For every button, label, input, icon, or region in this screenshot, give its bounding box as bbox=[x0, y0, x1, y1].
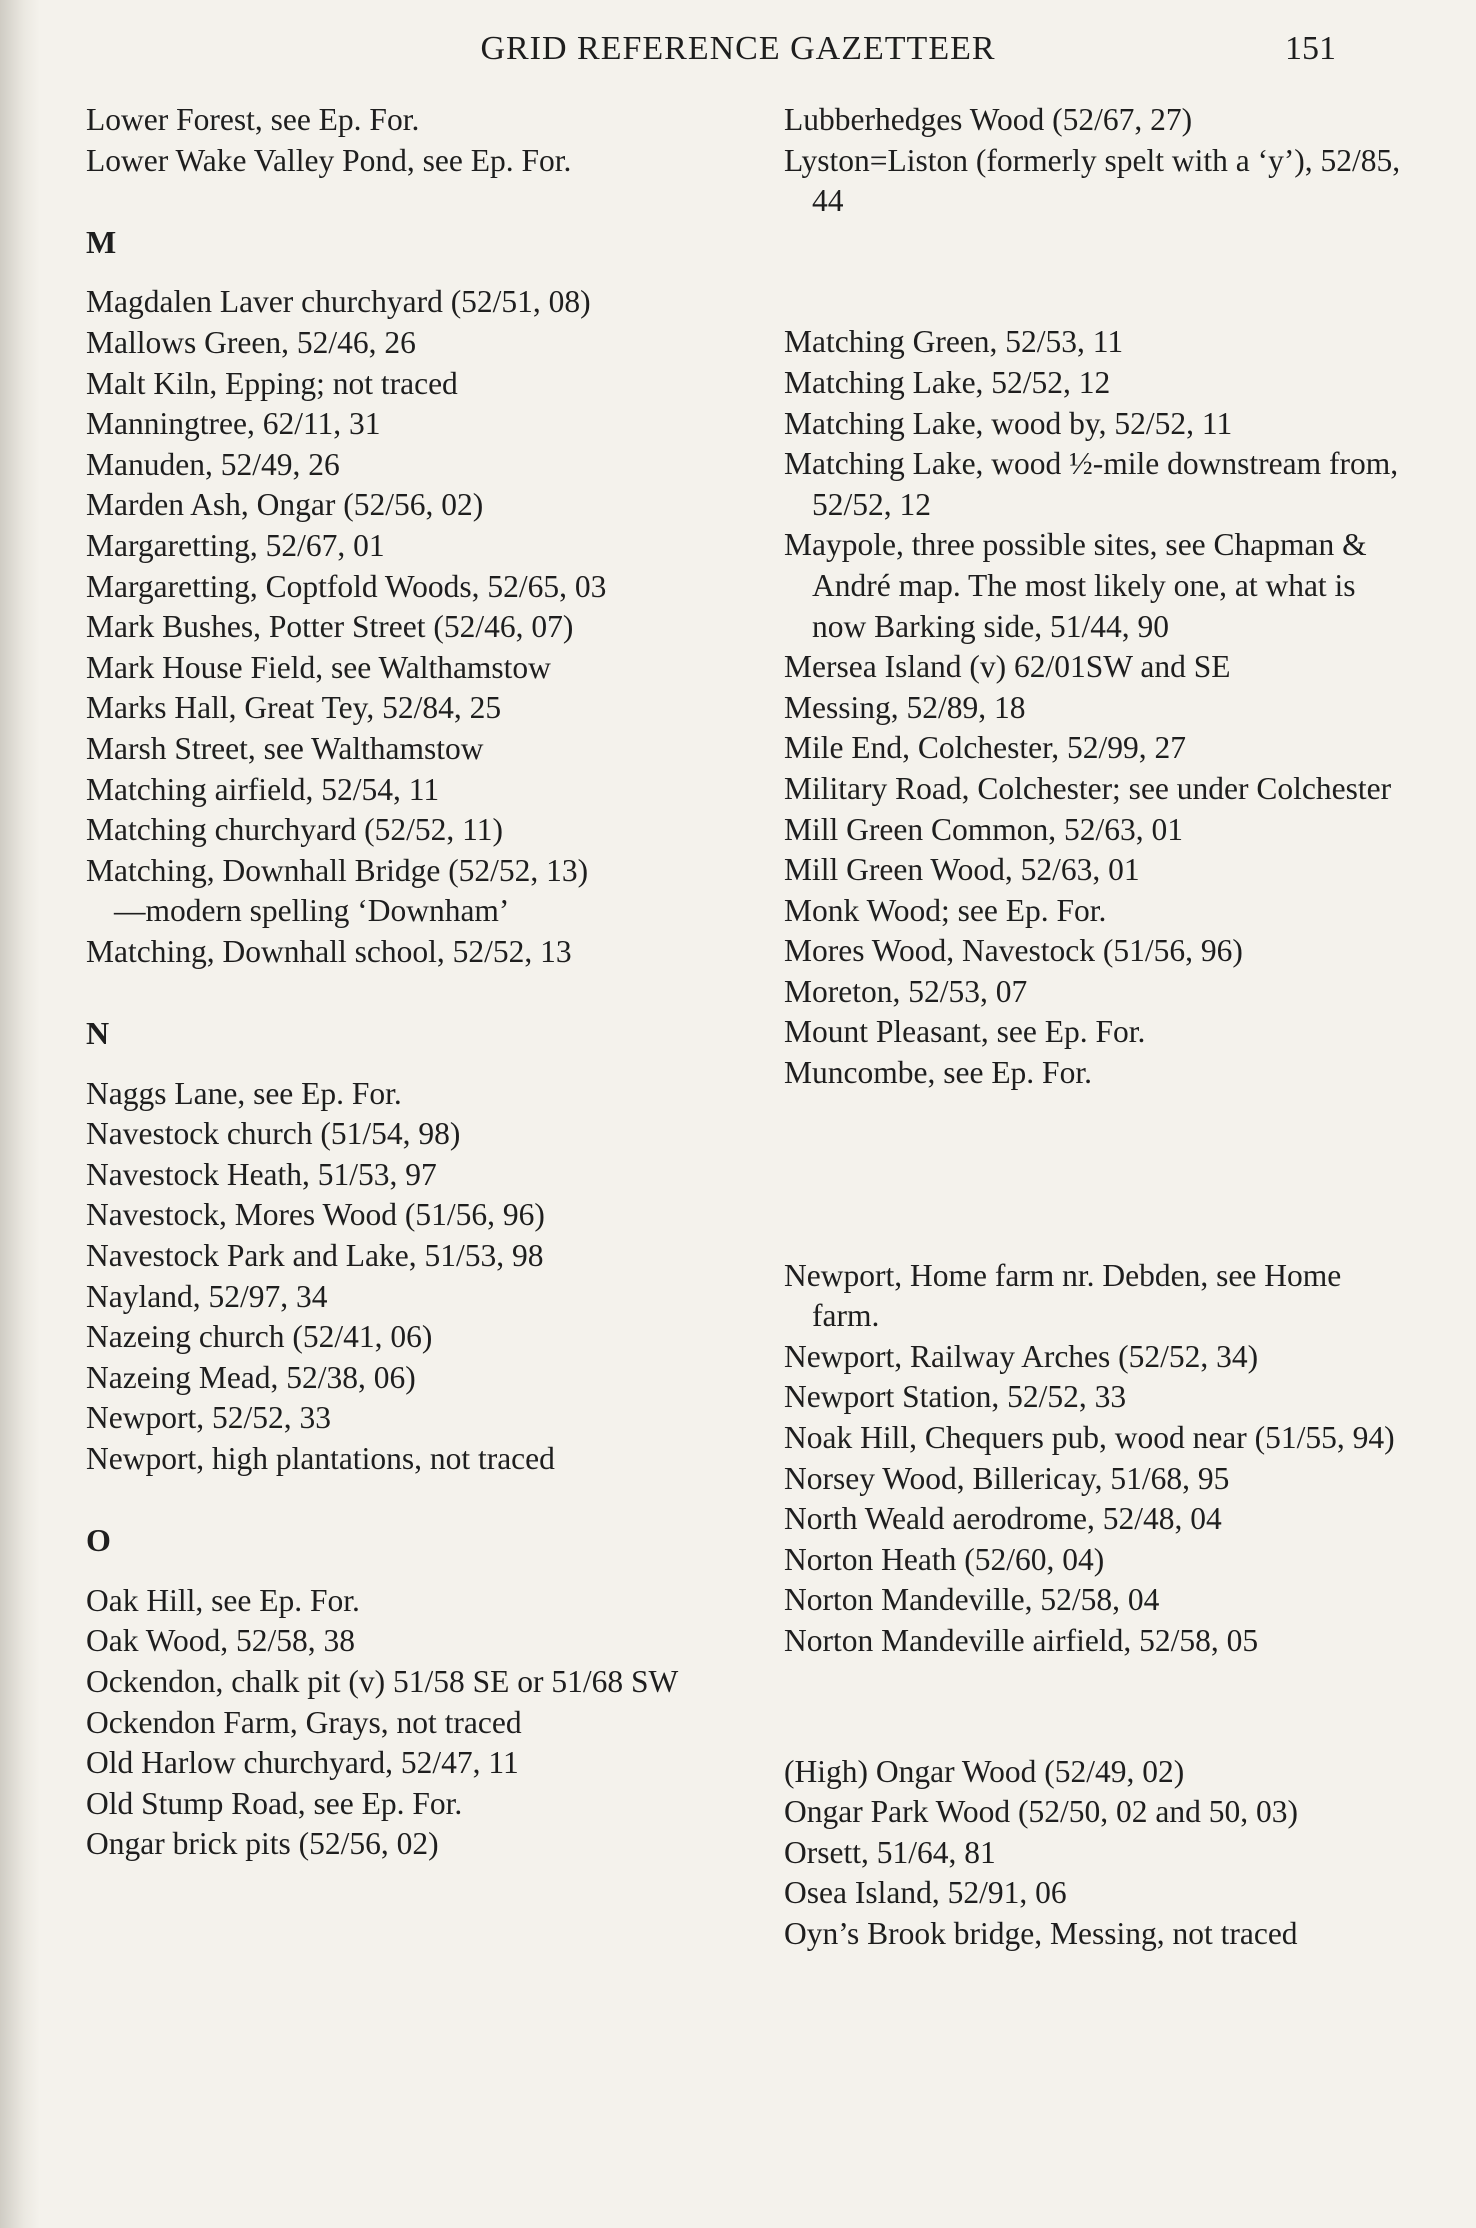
gazetteer-entry: Mallows Green, 52/46, 26 bbox=[86, 324, 416, 360]
gazetteer-entry: Military Road, Colchester; see under Colchester bbox=[784, 770, 1392, 806]
gazetteer-entry: Mores Wood, Navestock (51/56, 96) bbox=[784, 933, 1243, 969]
gazetteer-entry: Old Harlow churchyard, 52/47, 11 bbox=[86, 1745, 519, 1781]
gazetteer-entry: Magdalen Laver churchyard (52/51, 08) bbox=[86, 284, 591, 320]
gazetteer-entry: Old Stump Road, see Ep. For. bbox=[86, 1785, 463, 1821]
gazetteer-entry: Newport, Railway Arches (52/52, 34) bbox=[784, 1338, 1259, 1374]
gazetteer-entry: Norton Mandeville, 52/58, 04 bbox=[784, 1582, 1160, 1618]
gazetteer-entry: Navestock, Mores Wood (51/56, 96) bbox=[86, 1197, 545, 1233]
gazetteer-entry: Marsh Street, see Walthamstow bbox=[86, 730, 484, 766]
gazetteer-entry: Lower Wake Valley Pond, see Ep. For. bbox=[86, 142, 572, 178]
left-column bbox=[86, 100, 686, 1865]
gazetteer-entry: Marden Ash, Ongar (52/56, 02) bbox=[86, 487, 484, 523]
gazetteer-entry: Margaretting, 52/67, 01 bbox=[86, 527, 385, 563]
page-number: 151 bbox=[1285, 30, 1336, 67]
gazetteer-entry: Mark House Field, see Walthamstow bbox=[86, 649, 551, 685]
gazetteer-entry: Naggs Lane, see Ep. For. bbox=[86, 1075, 402, 1111]
gazetteer-entry: Mark Bushes, Potter Street (52/46, 07) bbox=[86, 609, 574, 645]
gazetteer-entry: Lubberhedges Wood (52/67, 27) bbox=[784, 102, 1193, 137]
gazetteer-entry: Messing, 52/89, 18 bbox=[784, 689, 1026, 725]
gazetteer-entry: Newport Station, 52/52, 33 bbox=[784, 1379, 1127, 1415]
gazetteer-entry: Matching Lake, wood ½-mile downstream from, 52/52, 12 bbox=[784, 446, 1399, 522]
gazetteer-entry: Manningtree, 62/11, 31 bbox=[86, 406, 381, 442]
gazetteer-entry: Matching airfield, 52/54, 11 bbox=[86, 771, 440, 807]
gazetteer-entry: Muncombe, see Ep. For. bbox=[784, 1055, 1092, 1091]
gazetteer-entry: Nazeing Mead, 52/38, 06) bbox=[86, 1359, 416, 1395]
gazetteer-entry: Matching, Downhall school, 52/52, 13 bbox=[86, 933, 572, 969]
book-spine-shadow bbox=[0, 0, 40, 2228]
gazetteer-entry: North Weald aerodrome, 52/48, 04 bbox=[784, 1501, 1222, 1537]
section-letter-o: O bbox=[86, 1522, 111, 1559]
gazetteer-entry: Malt Kiln, Epping; not traced bbox=[86, 365, 458, 401]
gazetteer-entry: Matching Lake, wood by, 52/52, 11 bbox=[784, 405, 1233, 441]
gazetteer-entry: Oyn’s Brook bridge, Messing, not traced bbox=[784, 1915, 1298, 1951]
gazetteer-entry: Norton Heath (52/60, 04) bbox=[784, 1541, 1105, 1577]
gazetteer-entry: Monk Wood; see Ep. For. bbox=[784, 892, 1107, 928]
gazetteer-entry: Mount Pleasant, see Ep. For. bbox=[784, 1014, 1146, 1050]
page-header bbox=[0, 30, 1476, 70]
gazetteer-entry: Margaretting, Coptfold Woods, 52/65, 03 bbox=[86, 568, 607, 604]
gazetteer-entry: Noak Hill, Chequers pub, wood near (51/55, 94) bbox=[784, 1420, 1395, 1456]
gazetteer-entry: Mill Green Common, 52/63, 01 bbox=[784, 811, 1183, 847]
gazetteer-entry: Newport, high plantations, not traced bbox=[86, 1441, 555, 1476]
gazetteer-entry: Marks Hall, Great Tey, 52/84, 25 bbox=[86, 690, 502, 726]
gazetteer-entry: Osea Island, 52/91, 06 bbox=[784, 1875, 1067, 1911]
gazetteer-entry: Lower Forest, see Ep. For. bbox=[86, 102, 420, 137]
gazetteer-entry: Navestock Park and Lake, 51/53, 98 bbox=[86, 1238, 544, 1274]
section-letter-n: N bbox=[86, 1015, 110, 1052]
gazetteer-entry: Mile End, Colchester, 52/99, 27 bbox=[784, 730, 1187, 766]
gazetteer-entry: Newport, Home farm nr. Debden, see Home farm. bbox=[784, 1257, 1342, 1334]
gazetteer-entry: Newport, 52/52, 33 bbox=[86, 1400, 331, 1436]
right-column bbox=[784, 100, 1402, 1955]
gazetteer-entry: Navestock Heath, 51/53, 97 bbox=[86, 1156, 437, 1192]
gazetteer-entry: Oak Hill, see Ep. For. bbox=[86, 1582, 360, 1618]
gazetteer-entry: Mersea Island (v) 62/01SW and SE bbox=[784, 649, 1231, 685]
gazetteer-entry: Ockendon Farm, Grays, not traced bbox=[86, 1704, 522, 1740]
gazetteer-entry: Nazeing church (52/41, 06) bbox=[86, 1319, 433, 1355]
gazetteer-entry: Moreton, 52/53, 07 bbox=[784, 973, 1028, 1009]
gazetteer-entry: Mill Green Wood, 52/63, 01 bbox=[784, 852, 1140, 888]
gazetteer-entry: Manuden, 52/49, 26 bbox=[86, 446, 340, 482]
gazetteer-entry: Matching churchyard (52/52, 11) bbox=[86, 812, 503, 848]
gazetteer-entry: Ongar brick pits (52/56, 02) bbox=[86, 1826, 439, 1862]
gazetteer-entry: Norton Mandeville airfield, 52/58, 05 bbox=[784, 1623, 1259, 1658]
section-letter-m: M bbox=[86, 223, 117, 260]
gazetteer-entry: Lyston=Liston (formerly spelt with a ‘y’), 52/85, 44 bbox=[784, 142, 1401, 219]
gazetteer-entry: Maypole, three possible sites, see Chapman & André map. The most likely one, at what is now Barking side, 51/44, 90 bbox=[784, 527, 1367, 644]
gazetteer-entry: Oak Wood, 52/58, 38 bbox=[86, 1623, 355, 1659]
gazetteer-entry: Matching Green, 52/53, 11 bbox=[784, 324, 1124, 360]
gazetteer-entry: Ockendon, chalk pit (v) 51/58 SE or 51/68 SW bbox=[86, 1663, 679, 1699]
running-title: GRID REFERENCE GAZETTEER bbox=[480, 30, 996, 67]
gazetteer-entry: Navestock church (51/54, 98) bbox=[86, 1116, 461, 1152]
gazetteer-entry: Orsett, 51/64, 81 bbox=[784, 1834, 996, 1870]
gazetteer-entry: Ongar Park Wood (52/50, 02 and 50, 03) bbox=[784, 1794, 1298, 1830]
gazetteer-subentry: —modern spelling ‘Downham’ bbox=[114, 893, 510, 929]
gazetteer-entry: Nayland, 52/97, 34 bbox=[86, 1278, 328, 1314]
gazetteer-entry: Matching Lake, 52/52, 12 bbox=[784, 364, 1111, 400]
gazetteer-entry: Matching, Downhall Bridge (52/52, 13) bbox=[86, 852, 589, 888]
gazetteer-entry: Norsey Wood, Billericay, 51/68, 95 bbox=[784, 1460, 1230, 1496]
gazetteer-entry: (High) Ongar Wood (52/49, 02) bbox=[784, 1753, 1185, 1789]
